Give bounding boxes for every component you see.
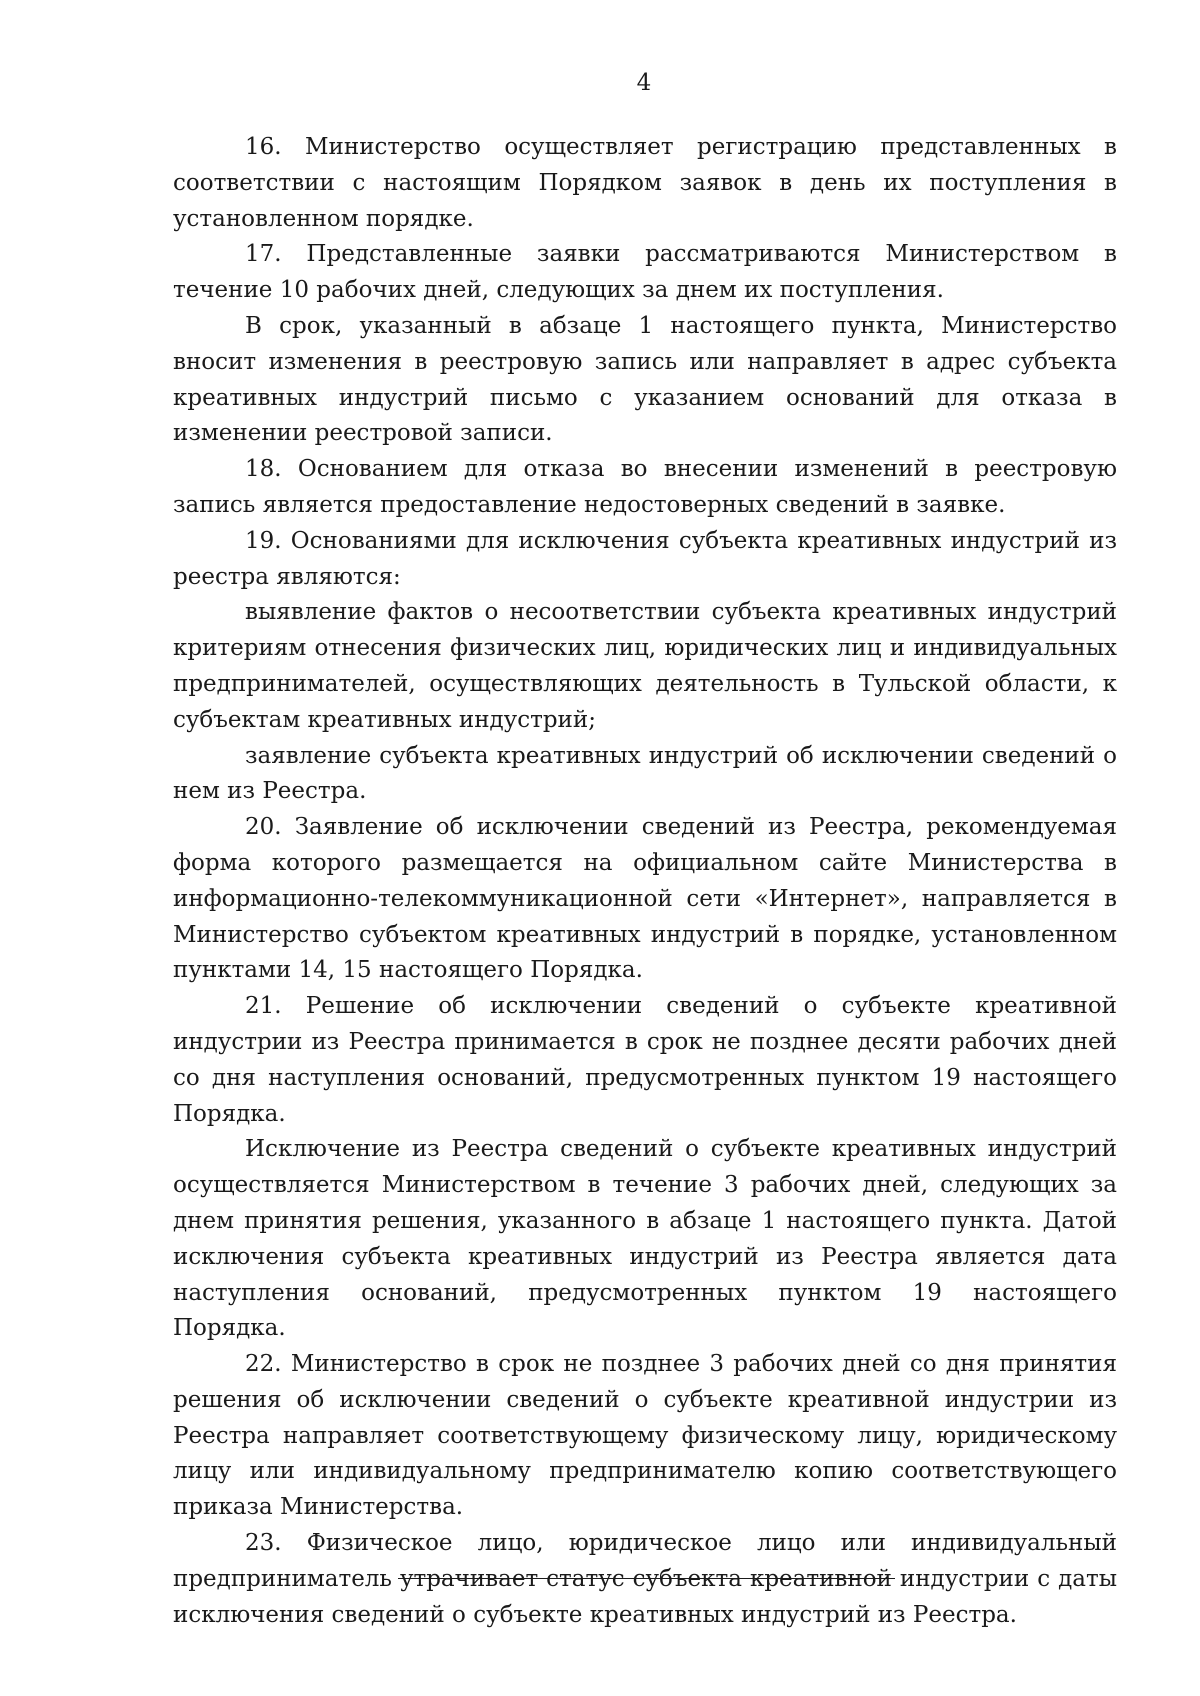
paragraph-17-abzac-2: В срок, указанный в абзаце 1 настоящего пункта, Министерство вносит изменения в реестровую запись или направляет в адрес субъекта креативных индустрий письмо с указанием оснований для отказа в изменении реестровой записи. — [173, 312, 1117, 447]
paragraph-19-item-1: выявление фактов о несоответствии субъекта креативных индустрий критериям отнесения физических лиц, юридических лиц и индивидуальных предпринимателей, осуществляющих деятельность в Тульской области, к субъектам креативных индустрий; — [173, 599, 1117, 733]
paragraph-20: 20. Заявление об исключении сведений из Реестра, рекомендуемая форма которого размещается на официальном сайте Министерства в информационно-телекоммуникационной сети «Интернет», направляется в Министерство субъектом креативных индустрий в порядке, установленном пунктами 14, 15 настоящего Порядка. — [173, 814, 1117, 984]
paragraph-19-item-2: заявление субъекта креативных индустрий об исключении сведений о нем из Реестра. — [173, 742, 1117, 805]
paragraph-21-abzac-2: Исключение из Реестра сведений о субъекте креативных индустрий осуществляется Министерством в течение 3 рабочих дней, следующих за днем принятия решения, указанного в абзаце 1 настоящего пункта. Датой исключения субъекта креативных индустрий из Реестра является дата наступления оснований, предусмотренных пунктом 19 настоящего Порядка. — [173, 1136, 1117, 1342]
paragraph-22: 22. Министерство в срок не позднее 3 рабочих дней со дня принятия решения об исключении сведений о субъекте креативной индустрии из Реестра направляет соответствующему физическому лицу, юридическому лицу или индивидуальному предпринимателю копию соответствующего приказа Министерства. — [173, 1351, 1117, 1521]
paragraph-17: 17. Представленные заявки рассматриваются Министерством в течение 10 рабочих дней, следующих за днем их поступления. — [173, 241, 1117, 304]
page-number: 4 — [636, 70, 652, 96]
paragraph-16: 16. Министерство осуществляет регистрацию представленных в соответствии с настоящим Порядком заявок в день их поступления в установленном порядке. — [173, 134, 1117, 232]
paragraph-21: 21. Решение об исключении сведений о субъекте креативной индустрии из Реестра принимается в срок не позднее десяти рабочих дней со дня наступления оснований, предусмотренных пунктом 19 настоящего Порядка. — [173, 993, 1117, 1127]
document-body — [173, 130, 1117, 1633]
end-divider — [398, 1578, 895, 1579]
paragraph-18: 18. Основанием для отказа во внесении изменений в реестровую запись является предоставление недостоверных сведений в заявке. — [173, 456, 1117, 518]
paragraph-23: 23. Физическое лицо, юридическое лицо или индивидуальный предприниматель утрачивает статус субъекта креативной индустрии с даты исключения сведений о субъекте креативных индустрий из Реестра. — [173, 1530, 1117, 1628]
paragraph-19: 19. Основаниями для исключения субъекта креативных индустрий из реестра являются: — [173, 527, 1117, 590]
